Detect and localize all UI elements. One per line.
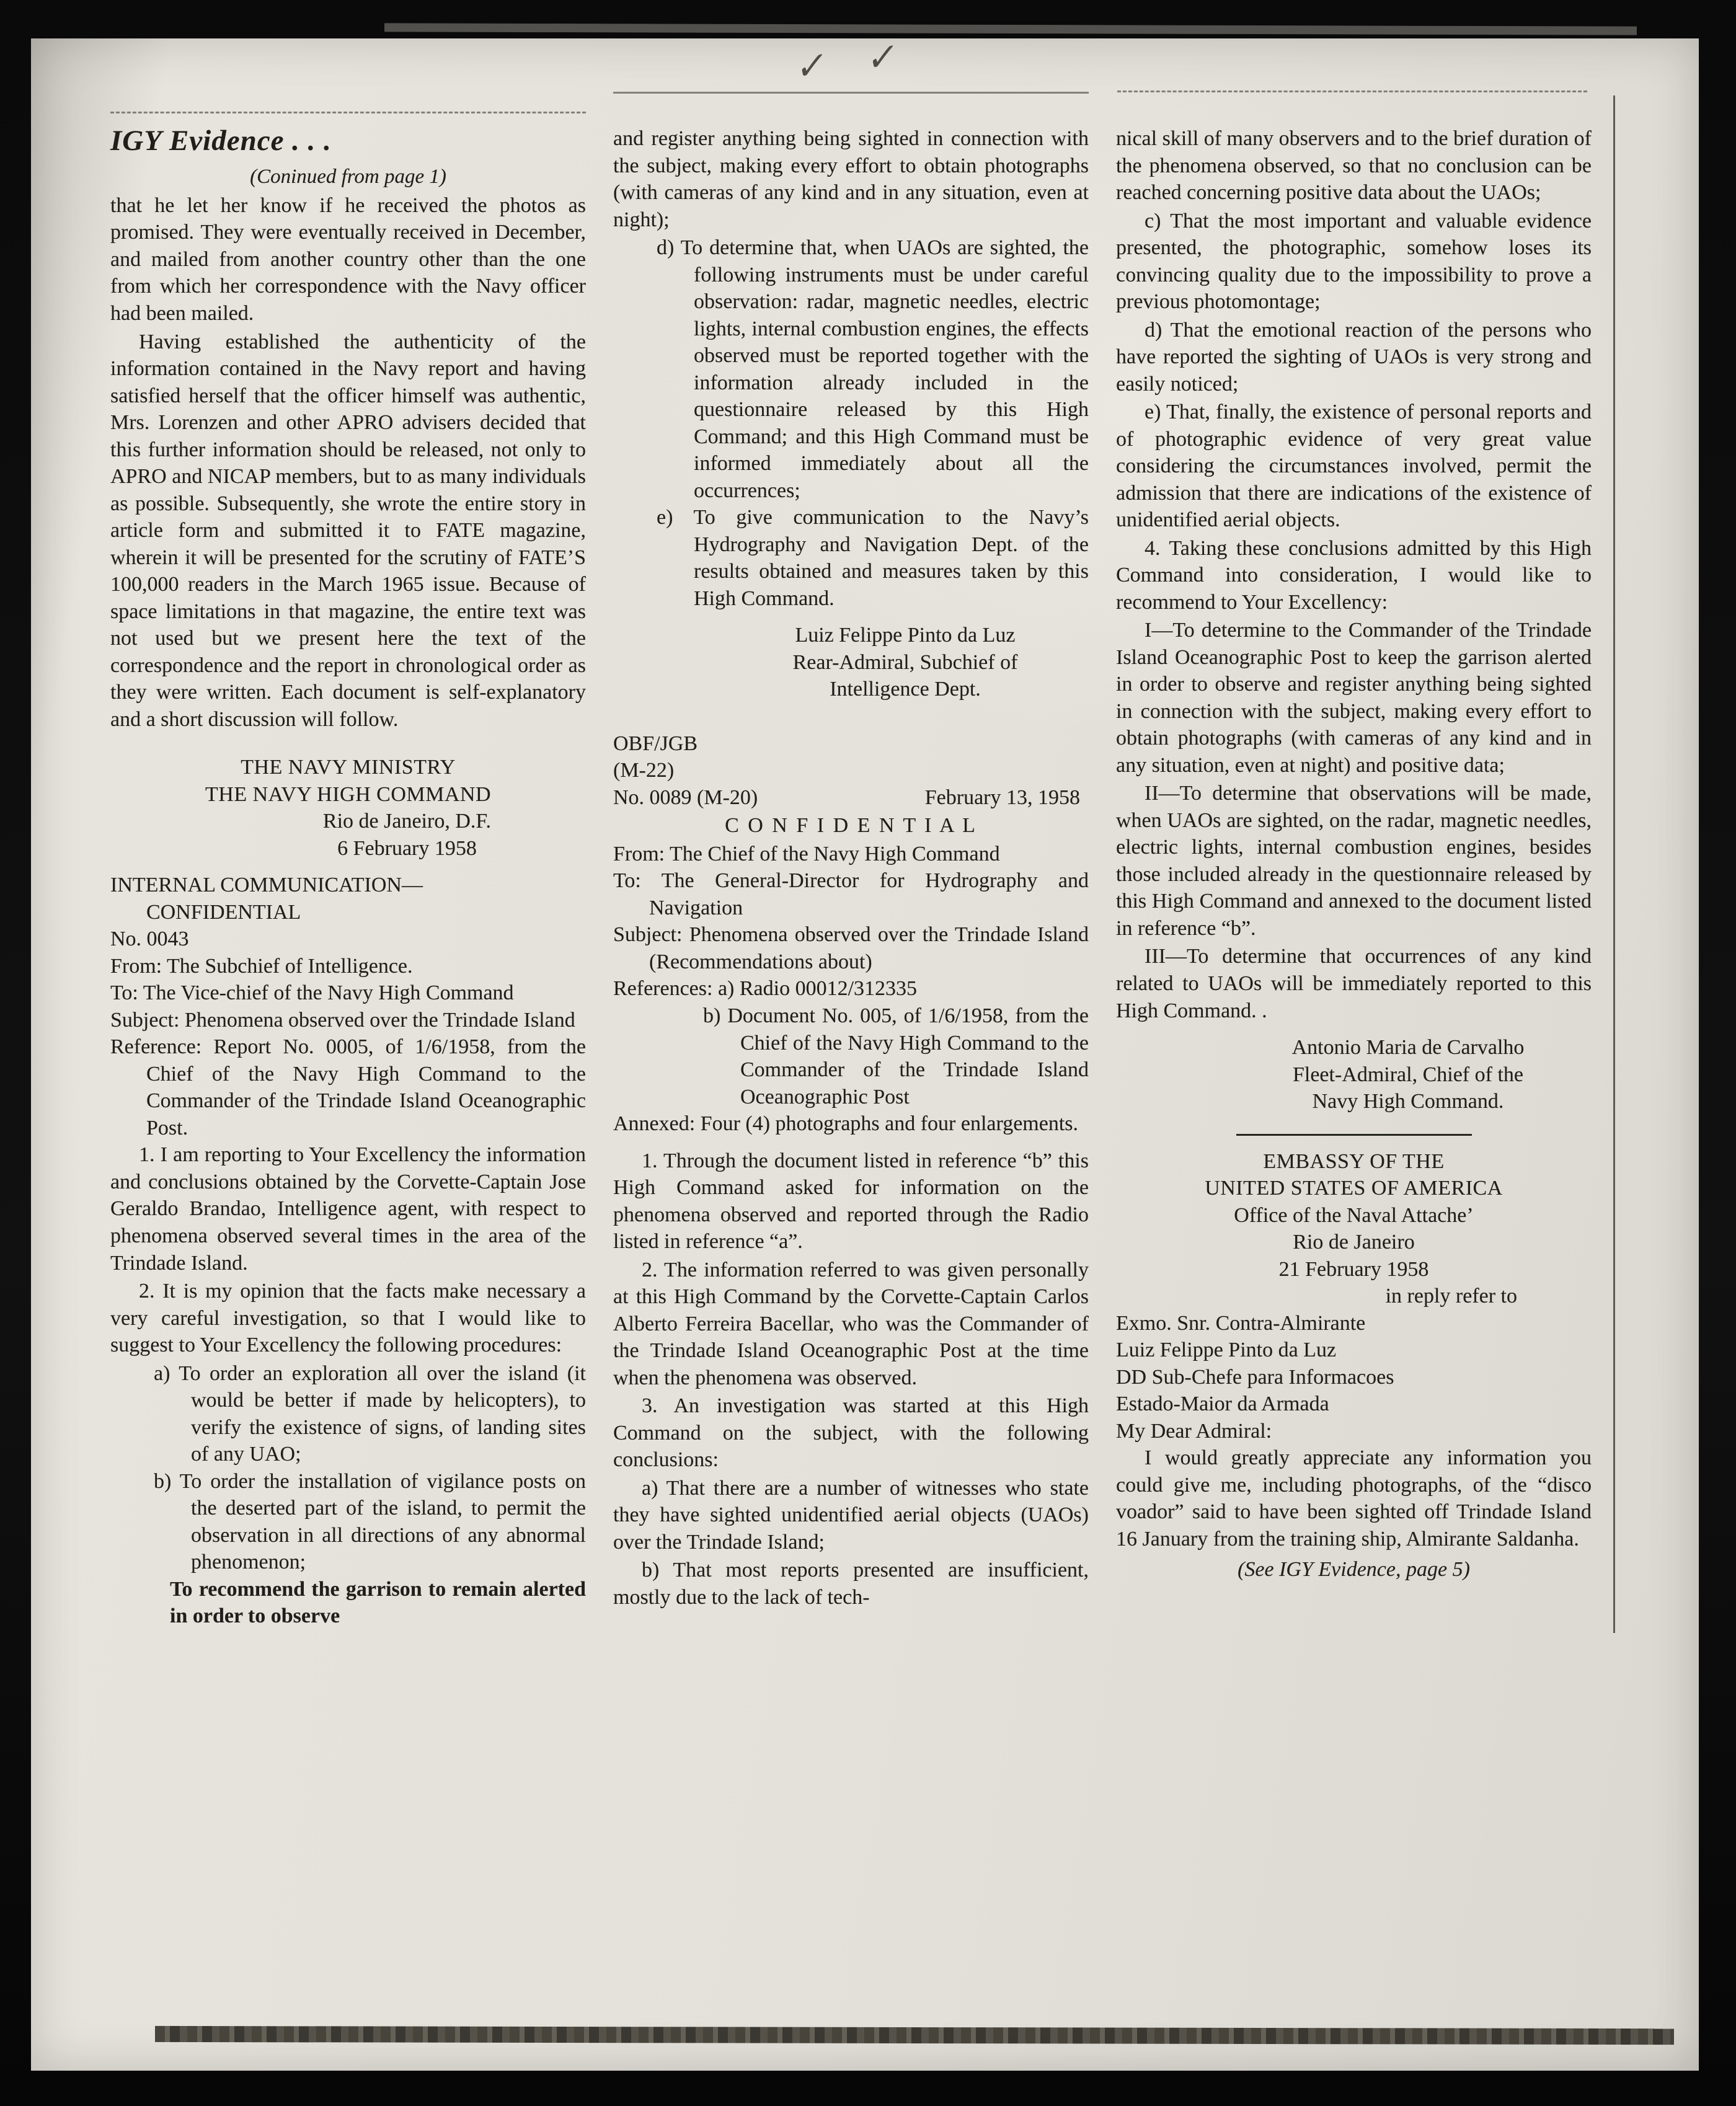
conclusion-item-b: b) That most reports presented are insufficient, mostly due to the lack of tech- [613,1559,1089,1609]
paragraph: Having established the authenticity of the information contained in the Navy report and having satisfied herself that the officer himself was authentic, Mrs. Lorenzen and other APRO advisers decided that this further information should be released, not only to APRO and NICAP members, but to as many individuals as possible. Subsequently, she wrote the entire story in article form and submitted it to FATE magazine, wherein it will be presented for the scrutiny of FATE’S 100,000 readers in the March 1965 issue. Because of space limitations in that magazine, the entire text was not used but we present here the text of the correspondence and the report in chronological order as they were written. Each document is self-explanatory and a short discussion will follow. [110,330,586,731]
recommendation-i: I—To determine to the Commander of the Trindade Island Oceanographic Post to keep the garrison alerted in order to observe and register anything being sighted in connection with the subject, making every effort to obtain photographs (with cameras of any kind and in any situation, even at night) and positive data; [1116,619,1592,777]
conclusion-item-e: e) That, finally, the existence of personal reports and of photographic evidence of very great value considering the circumstances involved, permit the admission that there are indications of the existence of unidentified aerial objects. [1116,400,1592,532]
doc-references: References: a) Radio 00012/312335 [613,977,918,1001]
column1-top-rule [110,112,586,113]
embassy-line: UNITED STATES OF AMERICA [1205,1177,1503,1200]
column2-top-rule [613,92,1089,94]
embassy-line: EMBASSY OF THE [1263,1149,1445,1173]
section-divider [1236,1134,1472,1136]
list-item-e: e) To give communication to the Navy’s Hydrography and Navigation Dept. of the results obtained and measures taken by this High Command. [657,506,1089,610]
doc-subject: Subject: Phenomena observed over the Trindade Island [110,1008,575,1032]
doc-number: No. 0089 (M-20) [613,785,758,809]
embassy-office: Office of the Naval Attache’ [1234,1203,1474,1227]
column-2 [613,125,1089,1630]
paragraph: 2. The information referred to was given personally at this High Command by the Corvette-Captain Carlos Alberto Ferreira Bacellar, who was the Commander of the Trindade Island Oceanographic Post at the time when the phenomena was observed. [613,1258,1089,1389]
address-line: Luiz Felippe Pinto da Luz [1116,1338,1337,1362]
continued-note: (Coninued from page 1) [250,165,446,188]
doc-reference-b: b) Document No. 005, of 1/6/1958, from the Chief of the Navy High Command to the Commander of the Trindade Island Oceanographic Post [703,1004,1089,1108]
doc-meta-line: CONFIDENTIAL [146,900,301,924]
doc-subject: Subject: Phenomena observed over the Trindade Island (Recommendations about) [613,923,1089,973]
doc-annexed: Annexed: Four (4) photographs and four enlargements. [613,1112,1079,1136]
address-line: Exmo. Snr. Contra-Almirante [1116,1311,1366,1335]
classification-label: C O N F I D E N T I A L [725,814,977,838]
paragraph-continuation: and register anything being sighted in connection with the subject, making every effort to obtain photographs (with cameras of any kind and in any situation, even at night); [613,127,1089,231]
list-item-c: To recommend the garrison to remain alerted in order to observe [170,1577,586,1628]
list-item-a: a) To order an exploration all over the island (it would be better if made by helicopters), to verify the existence of signs, of landing sites of any UAO; [154,1361,586,1466]
column-1 [110,125,586,1630]
paragraph: I would greatly appreciate any information you could give me, including photographs, of the “disco voador” said to have been sighted off Trindade Island 16 January from the training ship, Almirante Saldanha. [1116,1446,1592,1551]
paragraph-continuation: nical skill of many observers and to the brief duration of the phenomena observed, so that no conclusion can be reached concerning positive data about the UAOs; [1116,127,1592,205]
paragraph: 2. It is my opinion that the facts make necessary a very careful investigation, so that I would like to suggest to Your Excellency the following procedures: [110,1280,586,1357]
recommendation-iii: III—To determine that occurrences of any kind related to UAOs will be immediately reported to this High Command. . [1116,945,1592,1022]
doc-date: February 13, 1958 [924,785,1080,809]
paragraph: 4. Taking these conclusions admitted by this High Command into consideration, I would like to recommend to Your Excellency: [1116,536,1592,614]
doc-from: From: The Chief of the Navy High Command [613,842,1000,865]
paragraph: 1. I am reporting to Your Excellency the information and conclusions obtained by the Corvette-Captain Jose Geraldo Brandao, Intelligence agent, with respect to phenomena observed several times in the area of the Trindade Island. [110,1143,586,1275]
scan-edge-sliver [384,23,1637,35]
doc-number-row [613,784,1089,812]
column3-top-rule [1117,91,1587,92]
letterhead-line: THE NAVY HIGH COMMAND [205,782,491,806]
doc-to: To: The General-Director for Hydrography and Navigation [613,869,1089,919]
continued-on-note: (See IGY Evidence, page 5) [1238,1558,1470,1582]
signature-rank: Rear-Admiral, Subchief of [792,650,1018,674]
doc-number: No. 0043 [110,927,189,951]
recommendation-ii: II—To determine that observations will be made, when UAOs are sighted, on the radar, magnetic needles, electric lights, internal combustion engines, besides those included already in the questionnaire released by this High Command and annexed to the document listed in reference “b”. [1116,782,1592,940]
doc-meta-line: INTERNAL COMMUNICATION— [110,874,423,897]
paragraph: 1. Through the document listed in reference “b” this High Command asked for information on the phenomena observed and reported through the Radio listed in reference “a”. [613,1149,1089,1254]
embassy-city: Rio de Janeiro [1293,1231,1415,1254]
list-item-d: d) To determine that, when UAOs are sighted, the following instruments must be under careful observation: radar, magnetic needles, electric lights, internal combustion engines, the effects observed must be reported together with the information already included in the questionnaire released by this High Command; and this High Command must be informed immediately about all the occurrences; [657,236,1089,502]
article-body [110,125,1592,1630]
doc-ref-code: (M-22) [613,759,675,782]
doc-reference: Reference: Report No. 0005, of 1/6/1958, from the Chief of the Navy High Command to the Commander of the Trindade Island Oceanographic Post. [110,1035,586,1139]
embassy-date: 21 February 1958 [1278,1257,1429,1281]
salutation: My Dear Admiral: [1116,1419,1272,1443]
list-item-b: b) To order the installation of vigilance posts on the deserted part of the island, to permit the observation in all directions of any abnormal phenomenon; [154,1469,586,1574]
address-line: Estado-Maior da Armada [1116,1392,1329,1416]
signature-dept: Intelligence Dept. [830,678,981,701]
conclusion-item-a: a) That there are a number of witnesses who state they have sighted unidentified aerial objects (UAOs) over the Trindade Island; [613,1476,1089,1554]
column-3 [1116,125,1592,1630]
signature-name: Antonio Maria de Carvalho [1291,1036,1525,1060]
address-line: DD Sub-Chefe para Informacoes [1116,1365,1394,1389]
letterhead-line: THE NAVY MINISTRY [241,756,456,779]
letterhead-place: Rio de Janeiro, D.F. [322,810,492,833]
signature-name: Luiz Felippe Pinto da Luz [795,624,1016,647]
paragraph: that he let her know if he received the photos as promised. They were eventually received in December, and mailed from another country other than the one from which her correspondence with the Navy officer had been mailed. [110,193,586,325]
page-edge-line [1613,95,1615,1633]
signature-command: Navy High Command. [1312,1090,1504,1113]
reply-note: in reply refer to [1385,1285,1517,1308]
doc-to: To: The Vice-chief of the Navy High Command [110,981,514,1005]
conclusion-item-d: d) That the emotional reaction of the persons who have reported the sighting of UAOs is very strong and easily noticed; [1116,318,1592,396]
doc-ref-code: OBF/JGB [613,732,698,755]
newspaper-page [31,33,1699,2071]
paragraph: 3. An investigation was started at this High Command on the subject, with the following conclusions: [613,1394,1089,1472]
handwritten-marks: ✓ ✓ [791,33,914,89]
letterhead-date: 6 February 1958 [337,836,477,860]
doc-from: From: The Subchief of Intelligence. [110,954,413,978]
conclusion-item-c: c) That the most important and valuable evidence presented, the photographic, somehow loses its convincing quality due to the impossibility to prove a previous photomontage; [1116,209,1592,314]
signature-rank: Fleet-Admiral, Chief of the [1292,1063,1523,1086]
article-title: IGY Evidence . . . [110,125,332,157]
scan-artifact-strip [155,2026,1674,2045]
